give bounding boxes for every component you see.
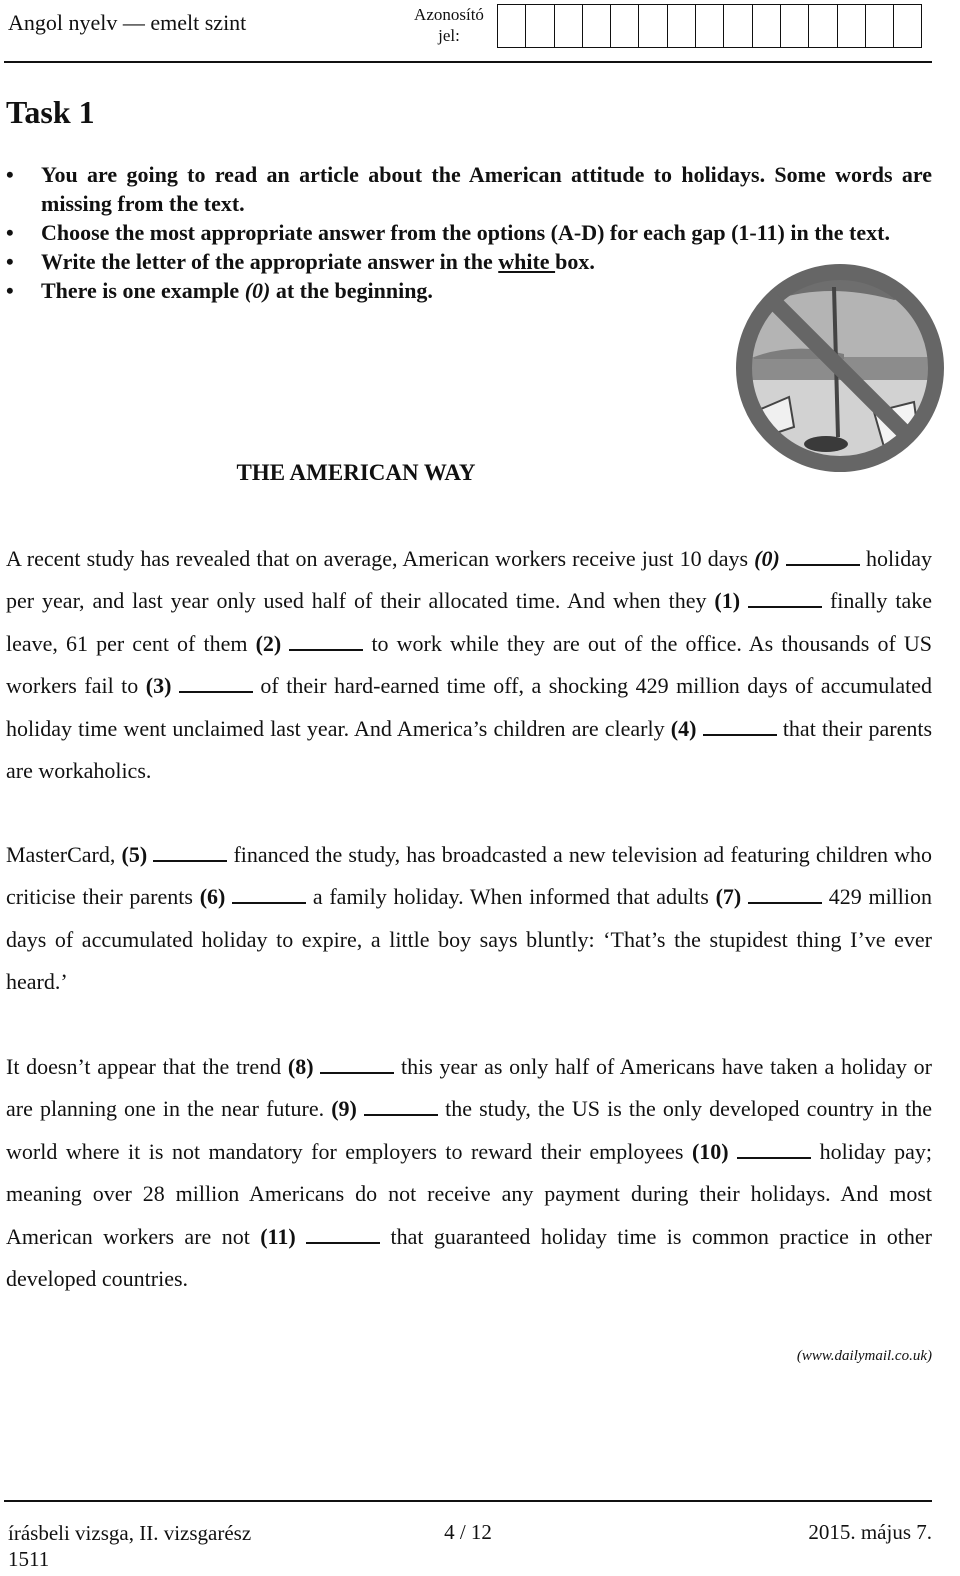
text: the study, the US is the only developed country in the world where it is not mandatory for employers to reward their employees [6, 1096, 933, 1164]
gap-5-blank [153, 840, 227, 862]
page-number: 4 / 12 [444, 1520, 492, 1544]
id-code-box[interactable] [781, 4, 809, 48]
text: that guaranteed holiday time is common practice in other developed countries. [6, 1223, 933, 1292]
article-paragraph-2 [6, 834, 932, 1004]
id-code-box[interactable] [838, 4, 866, 48]
text: that their parents are workaholics. [6, 715, 933, 784]
instruction-text: There is one example [41, 278, 245, 303]
id-code-box[interactable] [555, 4, 583, 48]
article-paragraph-1 [6, 538, 932, 792]
id-code-box[interactable] [639, 4, 667, 48]
gap-11-blank [306, 1222, 380, 1244]
gap-10-blank [737, 1137, 811, 1159]
gap-8-blank [320, 1052, 394, 1074]
instruction-example: (0) [244, 278, 271, 303]
id-code-box[interactable] [724, 4, 752, 48]
text: of their hard-earned time off, a shocking 429 million days of accumulated holiday time went unclaimed last year. And America’s children are clearly [6, 673, 932, 741]
gap-number-5: (5) [121, 842, 148, 867]
gap-9-blank [364, 1094, 438, 1116]
text: to work while they are out of the office. As thousands of US workers fail to [6, 630, 932, 699]
gap-7-blank [748, 882, 822, 904]
bullet: • [6, 249, 14, 274]
gap-number-6: (6) [199, 884, 226, 910]
gap-number-7: (7) [715, 884, 742, 910]
footer-exam-part: írásbeli vizsga, II. vizsgarész [8, 1521, 252, 1545]
instruction-text: Choose the most appropriate answer from the options (A-D) for each gap (1-11) in the text. [41, 220, 890, 245]
article-title: THE AMERICAN WAY [236, 460, 476, 485]
instruction-text: You are going to read an article about the American attitude to holidays. Some words are missing from the text. [41, 162, 932, 216]
text: holiday per year, and last year only used half of their allocated time. And when they [6, 546, 933, 614]
no-beach-holiday-image [734, 262, 946, 474]
gap-1-blank [748, 586, 822, 608]
id-code-box[interactable] [498, 4, 526, 48]
gap-number-3: (3) [145, 673, 172, 699]
id-code-box[interactable] [753, 4, 781, 48]
instruction-item [6, 218, 932, 247]
gap-number-10: (10) [691, 1138, 729, 1164]
gap-number-8: (8) [287, 1054, 314, 1079]
text: A recent study has revealed that on average, American workers receive just 10 days [6, 546, 749, 571]
id-label-line2: jel: [438, 26, 460, 45]
id-code-box[interactable] [668, 4, 696, 48]
text: MasterCard, [6, 842, 122, 867]
id-label [410, 4, 488, 46]
exam-subject: Angol nyelv — emelt szint [8, 10, 247, 35]
footer-exam-code: 1511 [8, 1547, 50, 1571]
gap-number-11: (11) [260, 1223, 296, 1249]
id-code-box[interactable] [526, 4, 554, 48]
footer-exam-info [8, 1520, 251, 1572]
text: finally take leave, 61 per cent of them [6, 588, 932, 656]
text: holiday pay; meaning over 28 million Americans do not receive any payment during their holidays. And most American workers are not [6, 1138, 932, 1249]
gap-6-blank [232, 882, 306, 904]
exam-date: 2015. május 7. [808, 1520, 932, 1544]
bullet: • [6, 278, 14, 303]
text: financed the study, has broadcasted a new television ad featuring children who criticise their parents [6, 842, 932, 910]
gap-number-1: (1) [714, 588, 741, 614]
footer-divider [4, 1500, 932, 1502]
header-divider [4, 61, 932, 63]
text: a family holiday. When informed that adults [306, 884, 716, 910]
gap-number-0: (0) [754, 546, 780, 571]
text: this year as only half of Americans have taken a holiday or are planning one in the near future. [6, 1054, 932, 1122]
gap-2-blank [289, 629, 363, 651]
bullet: • [6, 220, 14, 245]
id-code-box[interactable] [611, 4, 639, 48]
id-code-box[interactable] [894, 4, 922, 48]
source-citation: (www.dailymail.co.uk) [796, 1348, 932, 1364]
id-code-box[interactable] [809, 4, 837, 48]
instruction-underlined: white [498, 249, 556, 274]
instruction-tail: box. [555, 249, 595, 274]
instruction-item [6, 160, 932, 218]
id-code-box[interactable] [696, 4, 724, 48]
instruction-text: Write the letter of the appropriate answer in the [41, 249, 499, 274]
gap-0-blank [786, 544, 860, 566]
gap-number-9: (9) [331, 1096, 357, 1122]
article-paragraph-3 [6, 1046, 932, 1300]
gap-3-blank [179, 671, 253, 693]
bullet: • [6, 162, 14, 187]
id-code-box[interactable] [866, 4, 894, 48]
gap-number-2: (2) [255, 630, 282, 656]
text: 429 million days of accumulated holiday to expire, a little boy says bluntly: ‘That’s the stupidest thing I’ve ever heard.’ [6, 884, 933, 995]
towel [804, 436, 848, 452]
gap-4-blank [703, 714, 777, 736]
id-code-box[interactable] [583, 4, 611, 48]
id-code-boxes[interactable] [497, 4, 922, 48]
instruction-tail: at the beginning. [270, 278, 433, 303]
task-title: Task 1 [6, 94, 95, 130]
gap-number-4: (4) [670, 715, 697, 741]
text: It doesn’t appear that the trend [6, 1054, 288, 1079]
id-label-line1: Azonosító [414, 5, 484, 24]
